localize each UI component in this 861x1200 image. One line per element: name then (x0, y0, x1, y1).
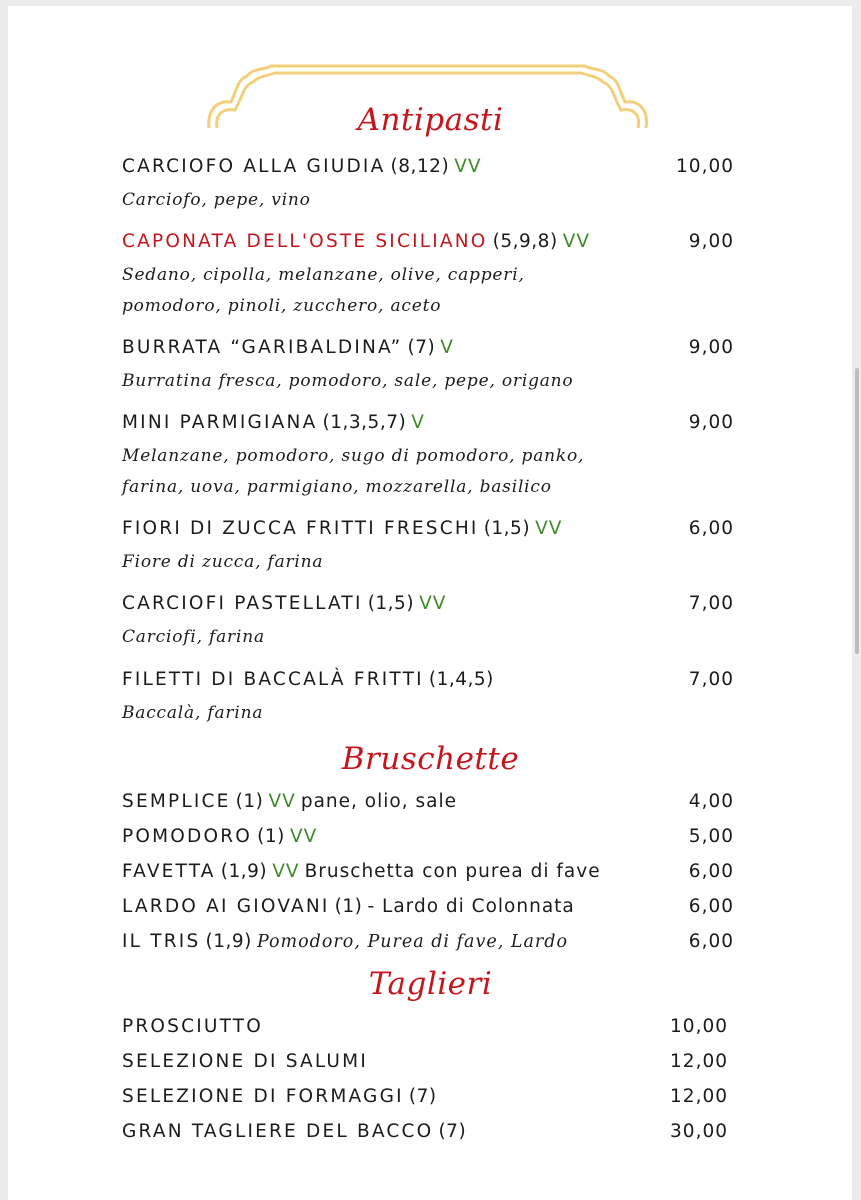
menu-item-pomodoro (122, 826, 742, 852)
item-price: 12,00 (670, 1086, 728, 1107)
item-allergens: (1) (235, 791, 264, 812)
item-allergens: (7) (407, 337, 436, 358)
menu-item-carciofo-alla-giudia (122, 156, 742, 216)
vegan-tag: VV (289, 826, 318, 847)
item-name: MINI PARMIGIANA (122, 412, 318, 433)
item-allergens: (1) (257, 826, 285, 847)
item-description: Baccalà, farina (122, 703, 264, 723)
vegan-tag: VV (419, 593, 447, 614)
item-price: 30,00 (670, 1121, 728, 1142)
item-price: 7,00 (688, 669, 734, 690)
item-price: 6,00 (688, 518, 734, 539)
item-price: 6,00 (688, 931, 734, 952)
item-description: Pomodoro, Purea di fave, Lardo (256, 932, 569, 952)
item-name: SELEZIONE DI FORMAGGI (122, 1086, 404, 1107)
item-name: IL TRIS (122, 931, 201, 952)
item-allergens: (1,5) (483, 518, 531, 539)
item-name: PROSCIUTTO (122, 1016, 264, 1037)
item-name: BURRATA “GARIBALDINA” (122, 337, 403, 358)
vegan-tag: VV (268, 791, 296, 812)
menu-item-selezione-di-formaggi (122, 1086, 742, 1112)
item-allergens: (7) (438, 1121, 467, 1142)
item-name: CAPONATA DELL'OSTE SICILIANO (122, 231, 488, 252)
item-description: Carciofi, farina (122, 627, 265, 647)
item-price: 9,00 (688, 231, 734, 252)
item-description: Carciofo, pepe, vino (122, 190, 311, 210)
item-allergens: (1,5) (367, 593, 415, 614)
item-allergens: (7) (408, 1086, 437, 1107)
item-allergens: (1,3,5,7) (322, 412, 407, 433)
section-title-bruschette: Bruschette (341, 741, 520, 777)
section-title-taglieri: Taglieri (368, 966, 493, 1002)
menu-item-semplice (122, 791, 742, 817)
item-description-line: Sedano, cipolla, melanzane, olive, capperi, (122, 265, 525, 285)
vegan-tag: VV (272, 861, 300, 882)
item-price: 4,00 (688, 791, 734, 812)
item-description: Fiore di zucca, farina (122, 552, 324, 572)
item-price: 6,00 (688, 861, 734, 882)
menu-item-caponata (122, 231, 742, 322)
item-name: LARDO AI GIOVANI (122, 896, 330, 917)
item-description: Burratina fresca, pomodoro, sale, pepe, origano (122, 371, 574, 391)
menu-item-lardo-ai-giovani (122, 896, 742, 922)
item-description: - Lardo di Colonnata (367, 896, 575, 917)
item-allergens: (1) (334, 896, 363, 917)
item-name: SELEZIONE DI SALUMI (122, 1051, 368, 1072)
section-title-antipasti: Antipasti (357, 102, 504, 138)
item-description (122, 441, 742, 503)
item-allergens: (1,4,5) (428, 669, 494, 690)
menu-item-mini-parmigiana (122, 412, 742, 503)
menu-item-gran-tagliere-del-bacco (122, 1121, 742, 1147)
item-name: SEMPLICE (122, 791, 231, 812)
menu-item-selezione-di-salumi (122, 1051, 742, 1077)
vegan-tag: VV (562, 231, 591, 252)
item-allergens: (1,9) (220, 861, 268, 882)
vegetarian-tag: V (440, 337, 454, 358)
item-price: 9,00 (688, 337, 734, 358)
item-name: CARCIOFO ALLA GIUDIA (122, 156, 386, 177)
menu-item-burrata (122, 337, 742, 397)
vegan-tag: VV (454, 156, 482, 177)
item-name: FILETTI DI BACCALÀ FRITTI (122, 669, 424, 690)
item-description-line: farina, uova, parmigiano, mozzarella, basilico (122, 477, 552, 497)
item-price: 10,00 (676, 156, 734, 177)
item-price: 7,00 (688, 593, 734, 614)
item-price: 5,00 (688, 826, 734, 847)
vegan-tag: VV (535, 518, 563, 539)
menu-item-favetta (122, 861, 742, 887)
item-allergens: (8,12) (390, 156, 450, 177)
menu-item-filetti-di-baccala (122, 669, 742, 729)
menu-item-carciofi-pastellati (122, 593, 742, 653)
item-name: CARCIOFI PASTELLATI (122, 593, 363, 614)
menu-item-fiori-di-zucca (122, 518, 742, 578)
item-description: Bruschetta con purea di fave (304, 861, 601, 882)
item-description-line: Melanzane, pomodoro, sugo di pomodoro, panko, (122, 446, 585, 466)
item-name: FAVETTA (122, 861, 216, 882)
item-name: GRAN TAGLIERE DEL BACCO (122, 1121, 434, 1142)
item-allergens: (1,9) (205, 931, 252, 952)
item-price: 6,00 (688, 896, 734, 917)
item-price: 10,00 (670, 1016, 728, 1037)
item-allergens: (5,9,8) (492, 231, 558, 252)
vegetarian-tag: V (411, 412, 425, 433)
item-name: FIORI DI ZUCCA FRITTI FRESCHI (122, 518, 479, 539)
item-price: 12,00 (670, 1051, 728, 1072)
item-name: POMODORO (122, 826, 253, 847)
item-description (122, 260, 742, 322)
menu-item-prosciutto (122, 1016, 742, 1042)
menu-item-il-tris (122, 931, 742, 957)
item-description-line: pomodoro, pinoli, zucchero, aceto (122, 296, 442, 316)
item-description: pane, olio, sale (300, 791, 457, 812)
item-price: 9,00 (688, 412, 734, 433)
scrollbar[interactable] (855, 368, 859, 654)
